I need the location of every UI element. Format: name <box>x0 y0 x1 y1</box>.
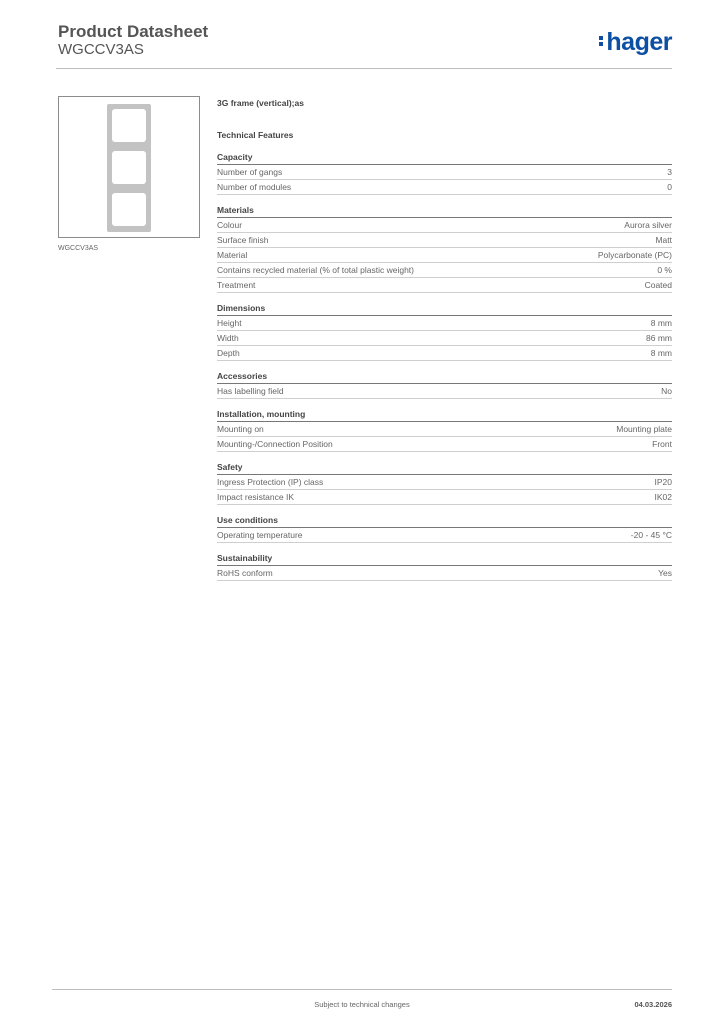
spec-row <box>217 566 672 581</box>
spec-value: Mounting plate <box>616 424 672 434</box>
logo-text: hager <box>606 28 672 56</box>
spec-label: Number of gangs <box>217 167 283 177</box>
footer-note: Subject to technical changes <box>314 1000 410 1009</box>
spec-label: Height <box>217 318 242 328</box>
technical-features-heading: Technical Features <box>217 130 294 140</box>
frame-opening <box>112 193 146 226</box>
section-heading: Accessories <box>217 369 672 384</box>
spec-section <box>217 150 672 195</box>
page-header <box>56 20 672 69</box>
spec-label: Operating temperature <box>217 530 303 540</box>
spec-value: No <box>661 386 672 396</box>
product-image <box>58 96 200 238</box>
spec-row <box>217 490 672 505</box>
spec-label: Mounting-/Connection Position <box>217 439 333 449</box>
section-heading: Use conditions <box>217 513 672 528</box>
spec-row <box>217 278 672 293</box>
product-image-caption: WGCCV3AS <box>58 245 99 252</box>
spec-value: Aurora silver <box>624 220 672 230</box>
spec-label: Surface finish <box>217 235 269 245</box>
spec-value: Matt <box>655 235 672 245</box>
spec-row <box>217 180 672 195</box>
spec-label: Treatment <box>217 280 256 290</box>
document-title: Product Datasheet <box>58 22 209 41</box>
spec-row <box>217 331 672 346</box>
section-heading: Sustainability <box>217 551 672 566</box>
spec-label: Contains recycled material (% of total plastic weight) <box>217 265 414 275</box>
product-code: WGCCV3AS <box>58 41 144 58</box>
spec-value: 86 mm <box>646 333 672 343</box>
spec-value: 0 % <box>657 265 672 275</box>
spec-section <box>217 407 672 452</box>
spec-sections <box>217 150 672 581</box>
spec-section <box>217 301 672 361</box>
spec-row <box>217 475 672 490</box>
spec-value: 8 mm <box>650 348 672 358</box>
spec-row <box>217 422 672 437</box>
spec-row <box>217 263 672 278</box>
spec-section <box>217 203 672 293</box>
logo-dots-icon <box>599 34 604 48</box>
frame-illustration-icon <box>107 104 151 232</box>
spec-label: RoHS conform <box>217 568 273 578</box>
spec-value: IP20 <box>654 477 672 487</box>
spec-row <box>217 233 672 248</box>
spec-row <box>217 384 672 399</box>
spec-section <box>217 369 672 399</box>
spec-label: Colour <box>217 220 243 230</box>
spec-row <box>217 316 672 331</box>
spec-row <box>217 165 672 180</box>
footer-date: 04.03.2026 <box>634 1000 672 1009</box>
section-heading: Installation, mounting <box>217 407 672 422</box>
section-heading: Safety <box>217 460 672 475</box>
spec-value: Coated <box>644 280 672 290</box>
spec-value: Front <box>652 439 672 449</box>
frame-opening <box>112 151 146 184</box>
spec-value: 3 <box>667 167 672 177</box>
page-footer <box>52 989 672 1020</box>
spec-label: Width <box>217 333 239 343</box>
spec-value: -20 - 45 °C <box>630 530 672 540</box>
spec-label: Ingress Protection (IP) class <box>217 477 324 487</box>
spec-row <box>217 218 672 233</box>
spec-value: Polycarbonate (PC) <box>597 250 672 260</box>
spec-label: Mounting on <box>217 424 264 434</box>
spec-label: Number of modules <box>217 182 292 192</box>
spec-label: Depth <box>217 348 240 358</box>
spec-section <box>217 513 672 543</box>
spec-label: Impact resistance IK <box>217 492 295 502</box>
section-heading: Dimensions <box>217 301 672 316</box>
product-description: 3G frame (vertical);as <box>217 98 304 108</box>
spec-row <box>217 346 672 361</box>
spec-section <box>217 460 672 505</box>
spec-row <box>217 437 672 452</box>
hager-logo <box>599 28 672 57</box>
spec-row <box>217 248 672 263</box>
spec-section <box>217 551 672 581</box>
spec-content <box>217 96 672 581</box>
spec-value: IK02 <box>654 492 672 502</box>
spec-value: 8 mm <box>650 318 672 328</box>
spec-label: Has labelling field <box>217 386 284 396</box>
frame-opening <box>112 109 146 142</box>
spec-value: 0 <box>667 182 672 192</box>
spec-label: Material <box>217 250 248 260</box>
spec-row <box>217 528 672 543</box>
spec-value: Yes <box>658 568 672 578</box>
section-heading: Materials <box>217 203 672 218</box>
section-heading: Capacity <box>217 150 672 165</box>
